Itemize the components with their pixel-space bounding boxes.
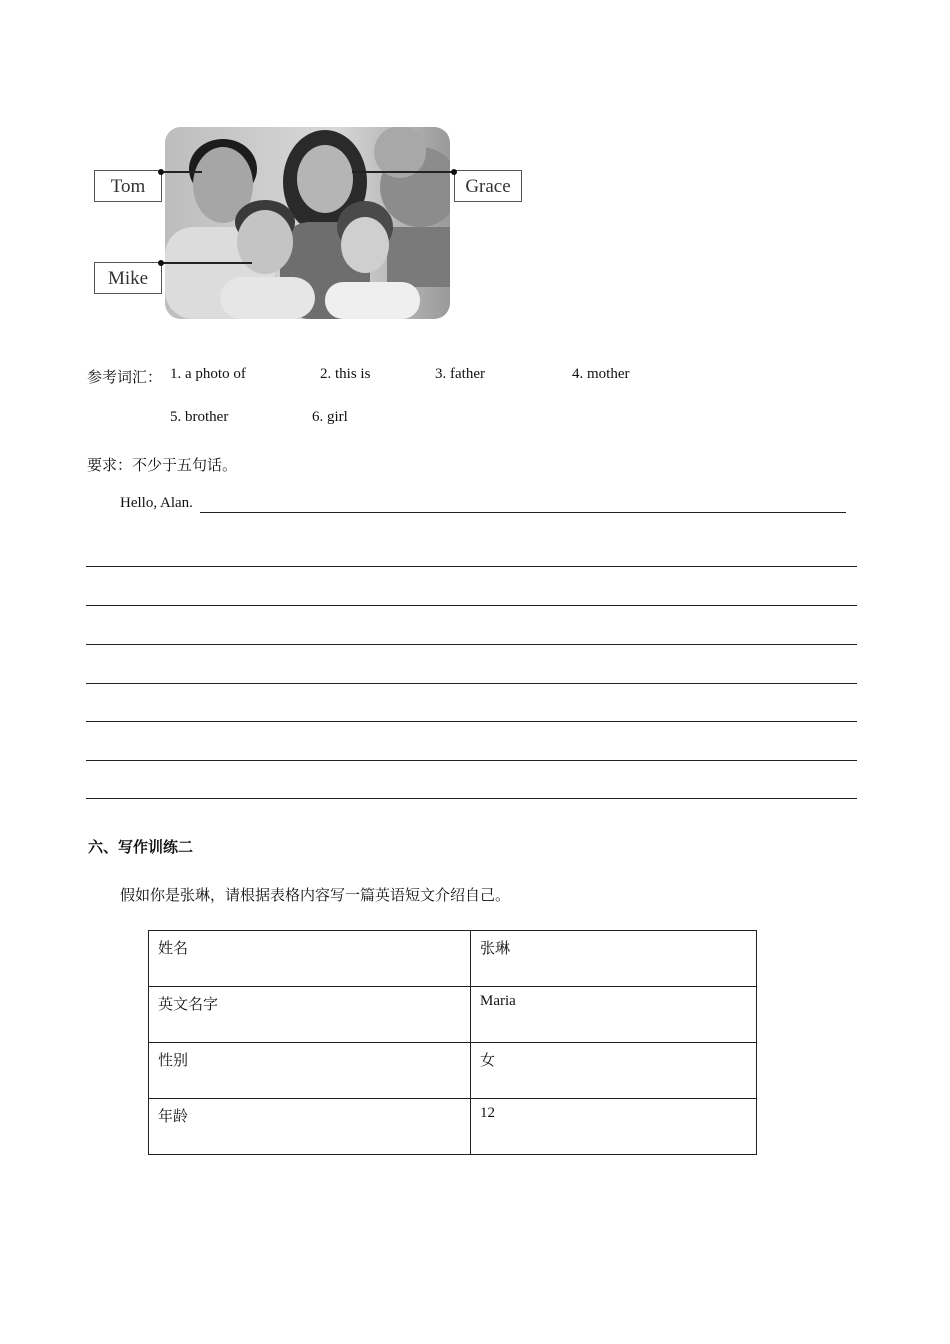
table-cell-label: 英文名字: [149, 987, 471, 1043]
label-tom: [94, 170, 162, 202]
writing-line[interactable]: [86, 798, 857, 799]
table-cell-value: Maria: [471, 987, 757, 1043]
leader-line-tom: [162, 171, 202, 173]
table-row: [149, 1099, 757, 1155]
section-instruction: 假如你是张琳，请根据表格内容写一篇英语短文介绍自己。: [120, 888, 511, 904]
writing-line-first[interactable]: [200, 512, 846, 513]
family-photo: [165, 127, 450, 319]
writing-line[interactable]: [86, 605, 857, 606]
table-row: [149, 931, 757, 987]
table-cell-label: 姓名: [149, 931, 471, 987]
writing-line[interactable]: [86, 566, 857, 567]
section-title: 六、写作训练二: [88, 840, 194, 856]
label-mike: [94, 262, 162, 294]
leader-dot-grace: [451, 169, 457, 175]
family-photo-image: [165, 127, 450, 319]
table-cell-value: 张琳: [471, 931, 757, 987]
vocab-item-5: 5. brother: [170, 409, 229, 425]
table-cell-label: 年龄: [149, 1099, 471, 1155]
writing-line[interactable]: [86, 760, 857, 761]
label-tom-text: Tom: [110, 176, 146, 197]
vocab-prefix: 参考词汇：: [87, 370, 163, 386]
vocab-item-1: 1. a photo of: [170, 366, 246, 382]
vocab-item-4: 4. mother: [572, 366, 630, 382]
leader-line-grace: [352, 171, 454, 173]
leader-dot-tom: [158, 169, 164, 175]
writing-line[interactable]: [86, 683, 857, 684]
label-mike-text: Mike: [107, 268, 149, 289]
writing-start: Hello, Alan.: [120, 495, 193, 511]
vocab-item-6: 6. girl: [312, 409, 348, 425]
family-photo-figure: [90, 125, 530, 325]
label-grace: [454, 170, 522, 202]
writing-line[interactable]: [86, 721, 857, 722]
requirement-text: 要求：不少于五句话。: [87, 458, 238, 474]
writing-line[interactable]: [86, 644, 857, 645]
table-row: [149, 1043, 757, 1099]
vocab-item-2: 2. this is: [320, 366, 371, 382]
label-grace-text: Grace: [465, 176, 511, 197]
table-row: [149, 987, 757, 1043]
table-cell-value: 女: [471, 1043, 757, 1099]
table-cell-label: 性别: [149, 1043, 471, 1099]
leader-line-mike: [162, 262, 252, 264]
leader-dot-mike: [158, 260, 164, 266]
vocab-item-3: 3. father: [435, 366, 485, 382]
info-table: [148, 930, 757, 1155]
table-cell-value: 12: [471, 1099, 757, 1155]
